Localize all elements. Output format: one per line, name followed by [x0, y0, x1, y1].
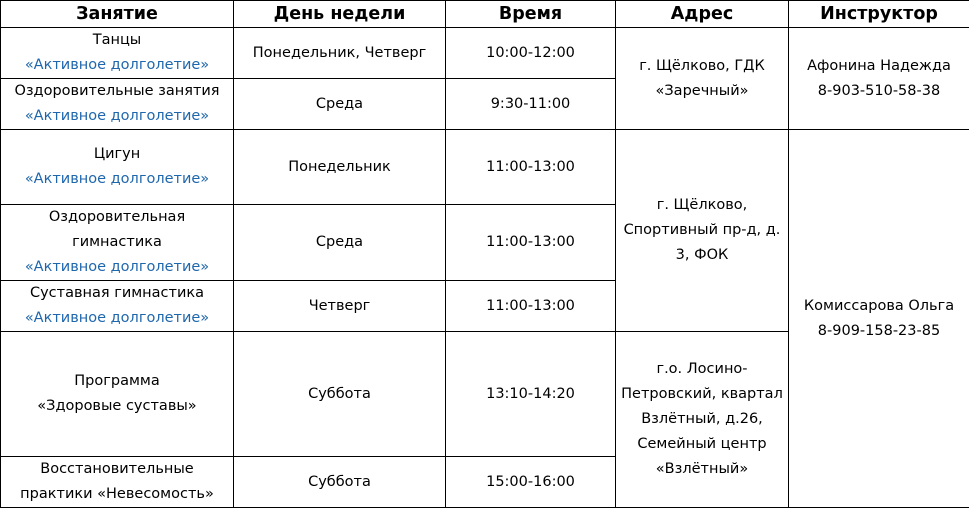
activity-cell [1, 130, 234, 205]
address-cell: г. Щёлково, ГДК «Заречный» [616, 28, 789, 130]
activity-tag: «Активное долголетие» [3, 255, 231, 280]
weekday-cell: Среда [234, 205, 446, 281]
time-cell: 13:10-14:20 [446, 332, 616, 457]
table-row [1, 130, 969, 205]
activity-tag: «Активное долголетие» [3, 104, 231, 129]
activity-name: Оздоровительные занятия [3, 79, 231, 104]
time-cell: 10:00-12:00 [446, 28, 616, 79]
activity-cell [1, 28, 234, 79]
activity-cell [1, 205, 234, 281]
table-row [1, 28, 969, 79]
activity-cell [1, 281, 234, 332]
weekday-cell: Понедельник, Четверг [234, 28, 446, 79]
activity-name: Оздоровительная гимнастика [3, 205, 231, 255]
header-address: Адрес [616, 1, 789, 28]
address-cell: г. Щёлково, Спортивный пр-д, д. 3, ФОК [616, 130, 789, 332]
header-weekday: День недели [234, 1, 446, 28]
activity-name: Программа «Здоровые суставы» [3, 369, 231, 419]
activity-name: Восстановительные практики «Невесомость» [3, 457, 231, 507]
header-instructor: Инструктор [789, 1, 969, 28]
weekday-cell: Понедельник [234, 130, 446, 205]
activity-tag: «Активное долголетие» [3, 306, 231, 331]
activity-tag: «Активное долголетие» [3, 53, 231, 78]
activity-name: Цигун [3, 142, 231, 167]
instructor-cell [789, 28, 969, 130]
instructor-name: Комиссарова Ольга [791, 294, 967, 319]
activity-tag: «Активное долголетие» [3, 167, 231, 192]
header-row [1, 1, 969, 28]
header-time: Время [446, 1, 616, 28]
time-cell: 15:00-16:00 [446, 457, 616, 508]
time-cell: 9:30-11:00 [446, 79, 616, 130]
instructor-phone: 8-903-510-58-38 [791, 79, 967, 104]
weekday-cell: Среда [234, 79, 446, 130]
address-cell: г.о. Лосино-Петровский, квартал Взлётный, д.26, Семейный центр «Взлётный» [616, 332, 789, 508]
instructor-cell [789, 130, 969, 508]
time-cell: 11:00-13:00 [446, 130, 616, 205]
activity-name: Суставная гимнастика [3, 281, 231, 306]
weekday-cell: Четверг [234, 281, 446, 332]
activity-cell [1, 332, 234, 457]
time-cell: 11:00-13:00 [446, 281, 616, 332]
instructor-name: Афонина Надежда [791, 54, 967, 79]
activity-cell [1, 79, 234, 130]
activity-name: Танцы [3, 28, 231, 53]
instructor-phone: 8-909-158-23-85 [791, 319, 967, 344]
weekday-cell: Суббота [234, 332, 446, 457]
time-cell: 11:00-13:00 [446, 205, 616, 281]
weekday-cell: Суббота [234, 457, 446, 508]
header-activity: Занятие [1, 1, 234, 28]
